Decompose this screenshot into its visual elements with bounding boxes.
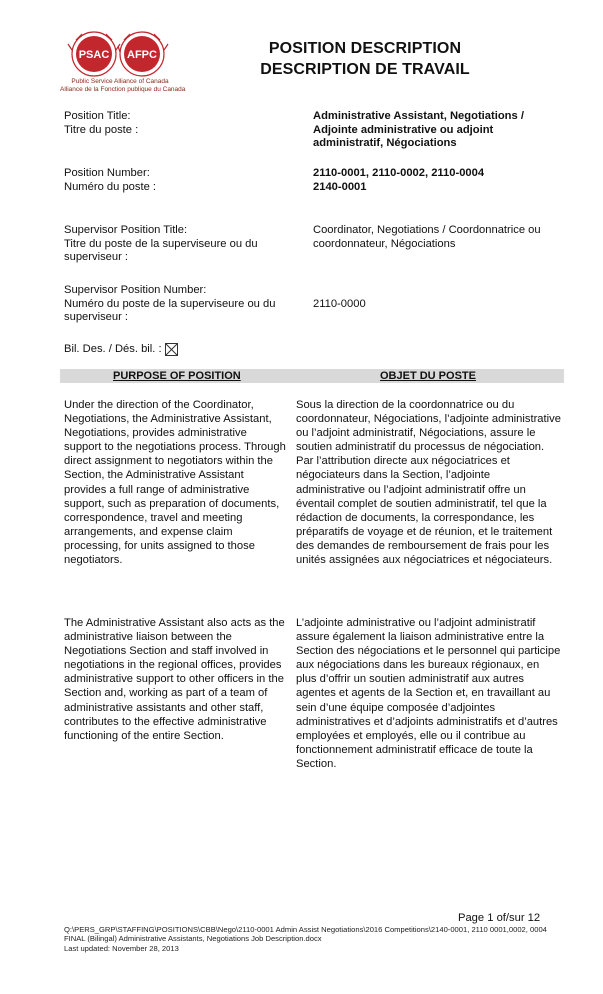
file-path: Q:\PERS_GRP\STAFFING\POSITIONS\CBB\Nego\2110-0001 Admin Assist Negotiations\2016 Competitions\2140-0001, 2110 0001,0002, 0004 FINAL (Bilingal) Administrative Assistants, Negotiations Job Description.docx xyxy=(64,925,547,944)
supervisor-number-label-en: Supervisor Position Number: xyxy=(64,284,207,296)
purpose-paragraph-fr-1: Sous la direction de la coordonnatrice ou du coordonnateur, Négociations, l’adjointe administrative ou l’adjoint administratif, Négociations, assure le soutien administratif du processus de négociation. Par l’attribution directe aux négociatrices et négociateurs dans la Section, l’adjointe administrative ou l’adjoint administratif offre un éventail complet de soutien administratif, tel que la rédaction de documents, la correspondance, les préparatifs de voyage et de réunion, et le traitement des demandes de remboursement de frais pour les unités assignées aux négociatrices et négociateurs. xyxy=(296,399,561,567)
purpose-heading-fr: OBJET DU POSTE xyxy=(380,370,476,382)
logo-name-en: Public Service Alliance of Canada xyxy=(71,78,169,85)
position-number-label-fr: Numéro du poste : xyxy=(64,180,157,193)
bilingual-label: Bil. Des. / Dés. bil. : xyxy=(64,343,162,355)
supervisor-title-label xyxy=(64,224,304,265)
position-title-label-fr: Titre du poste : xyxy=(64,123,139,136)
title-en: POSITION DESCRIPTION xyxy=(268,40,462,57)
position-number-label xyxy=(64,167,304,194)
purpose-paragraph-en-2: The Administrative Assistant also acts as the administrative liaison between the Negotiations Section and staff involved in negotiations in the regional offices, provides administrative support to other officers in the Section and, working as part of a team of administrative assistants and other staff, contributes to the effective administrative functioning of the entire Section. xyxy=(64,617,285,742)
bilingual-checkbox-icon[interactable] xyxy=(165,343,178,356)
logo-badges-icon xyxy=(66,30,174,78)
logo-name-fr: Alliance de la Fonction publique du Canada xyxy=(60,86,186,93)
position-number-value-line2: 2140-0001 xyxy=(313,180,367,193)
last-updated: Last updated: November 28, 2013 xyxy=(64,944,179,953)
psac-afpc-logo xyxy=(60,30,186,96)
supervisor-number-label-fr: Numéro du poste de la superviseure ou du superviseur : xyxy=(64,297,276,323)
purpose-paragraph-fr-2: L’adjointe administrative ou l’adjoint administratif assure également la liaison administrative entre la Section des négociations et le personnel qui participe aux négociations dans les bureaux régionaux, en plus d’offrir un soutien administratif aux autres agentes et agents de la Section et, en travaillant au sein d’une équipe composée d’adjointes administratives et d’adjoints administratifs et d’autres employées et employés, elle ou il contribue au fonctionnement administratif efficace de toute la Section. xyxy=(296,617,561,770)
position-title-label-en: Position Title: xyxy=(64,110,131,122)
bilingual-designation xyxy=(64,342,178,356)
position-number-value-line1: 2110-0001, 2110-0002, 2110-0004 xyxy=(313,167,485,179)
supervisor-title-label-fr: Titre du poste de la superviseure ou du superviseur : xyxy=(64,237,258,263)
position-title-value: Administrative Assistant, Negotiations / Adjointe administrative ou adjoint administratif, Négociations xyxy=(313,110,524,149)
document-title xyxy=(190,38,540,80)
supervisor-number-value: 2110-0000 xyxy=(313,298,366,310)
purpose-heading-en: PURPOSE OF POSITION xyxy=(113,370,241,382)
logo-left-badge: PSAC xyxy=(78,49,110,61)
title-fr: DESCRIPTION DE TRAVAIL xyxy=(260,61,470,78)
position-number-label-en: Position Number: xyxy=(64,167,150,179)
page-number: Page 1 of/sur 12 xyxy=(458,912,541,924)
logo-right-badge: AFPC xyxy=(127,49,157,61)
supervisor-title-label-en: Supervisor Position Title: xyxy=(64,224,188,236)
position-number-value xyxy=(313,167,553,194)
supervisor-number-label xyxy=(64,284,304,325)
position-title-label xyxy=(64,110,304,137)
purpose-paragraph-en-1: Under the direction of the Coordinator, Negotiations, the Administrative Assistant, Negotiations, provides administrative support to the negotiations process. Through direct assignment to negotiators within the Section, the Administrative Assistant provides a full range of administrative support, such as preparation of documents, correspondence, travel and meeting arrangements, and expense claim processing, for units assigned to those negotiators. xyxy=(64,399,286,567)
supervisor-title-value: Coordinator, Negotiations / Coordonnatrice ou coordonnateur, Négociations xyxy=(313,224,541,250)
